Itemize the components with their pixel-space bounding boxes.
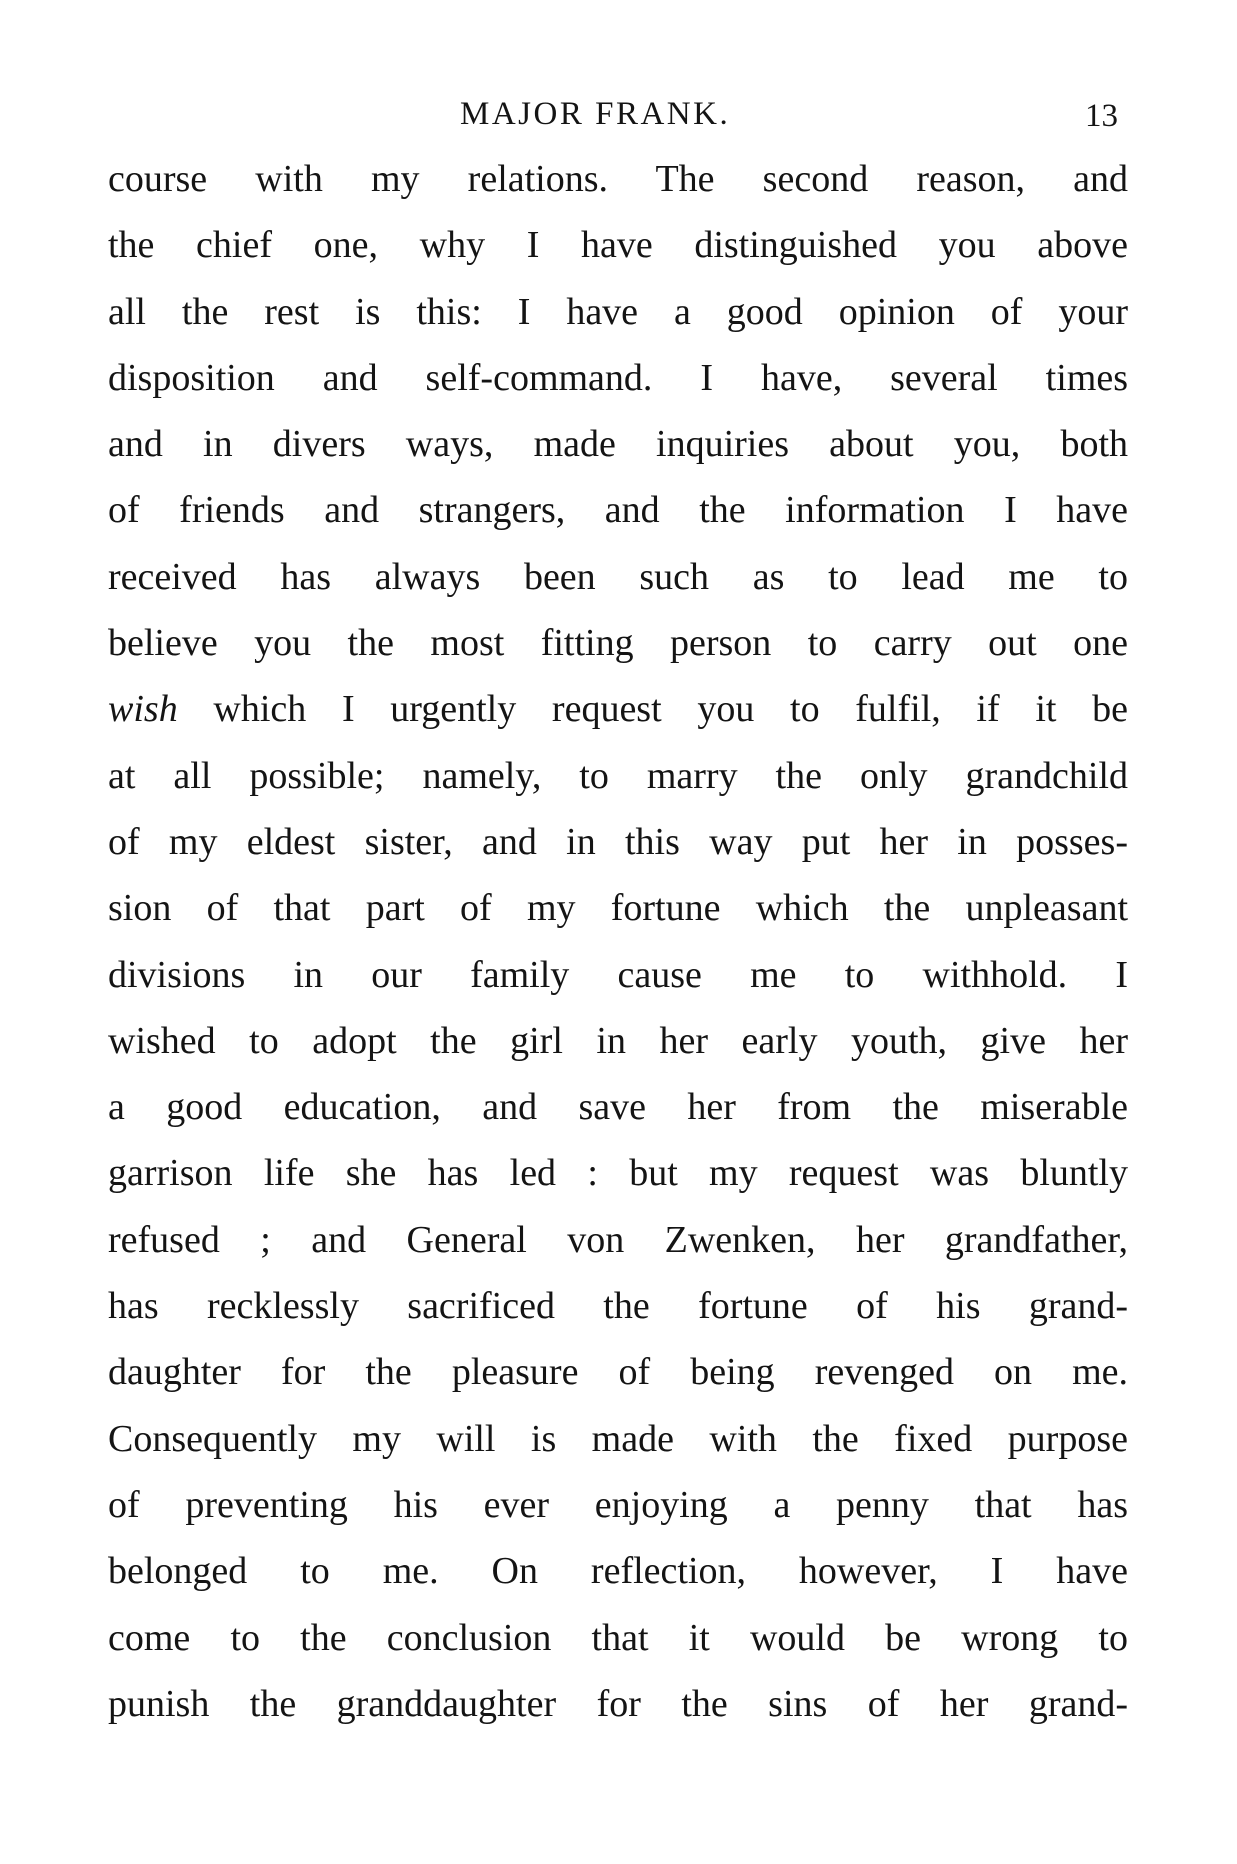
text-line: of preventing his ever enjoying a penny that has — [108, 1483, 1128, 1526]
text-line: a good education, and save her from the miserable — [108, 1086, 1128, 1129]
text-line: punish the granddaughter for the sins of her grand- — [108, 1682, 1128, 1725]
text-line: course with my relations. The second reason, and — [108, 158, 1128, 200]
text-line: refused ; and General von Zwenken, her grandfather, — [108, 1218, 1128, 1261]
text-line: Consequently my will is made with the fixed purpose — [108, 1417, 1128, 1460]
italic-word: wish — [108, 688, 178, 731]
text-line: has recklessly sacrificed the fortune of his grand- — [108, 1285, 1128, 1328]
text-line: all the rest is this: I have a good opinion of your — [108, 290, 1128, 333]
text-line: received has always been such as to lead me to — [108, 555, 1128, 598]
text-line: of friends and strangers, and the information I have — [108, 489, 1128, 532]
text-line: divisions in our family cause me to withhold. I — [108, 953, 1128, 996]
text-line: of my eldest sister, and in this way put her in posses- — [108, 820, 1128, 863]
body-text — [108, 146, 1128, 1737]
running-head — [0, 96, 1237, 136]
text-line: wished to adopt the girl in her early youth, give her — [108, 1019, 1128, 1062]
text-line: at all possible; namely, to marry the only grandchild — [108, 754, 1128, 797]
text-line: daughter for the pleasure of being revenged on me. — [108, 1351, 1128, 1394]
page-number: 13 — [1085, 98, 1118, 134]
text-line: and in divers ways, made inquiries about you, both — [108, 423, 1128, 466]
text-line-rest: which I urgently request you to fulfil, if it be — [213, 688, 1128, 731]
text-line: the chief one, why I have distinguished you above — [108, 224, 1128, 267]
text-line: believe you the most fitting person to carry out one — [108, 622, 1128, 665]
text-line: garrison life she has led : but my request was bluntly — [108, 1152, 1128, 1195]
text-line: come to the conclusion that it would be wrong to — [108, 1616, 1128, 1659]
running-title: MAJOR FRANK. — [460, 96, 731, 132]
text-line — [108, 676, 1128, 742]
text-line: sion of that part of my fortune which the unpleasant — [108, 887, 1128, 930]
text-line: belonged to me. On reflection, however, I have — [108, 1550, 1128, 1593]
text-line: disposition and self-command. I have, several times — [108, 356, 1128, 399]
